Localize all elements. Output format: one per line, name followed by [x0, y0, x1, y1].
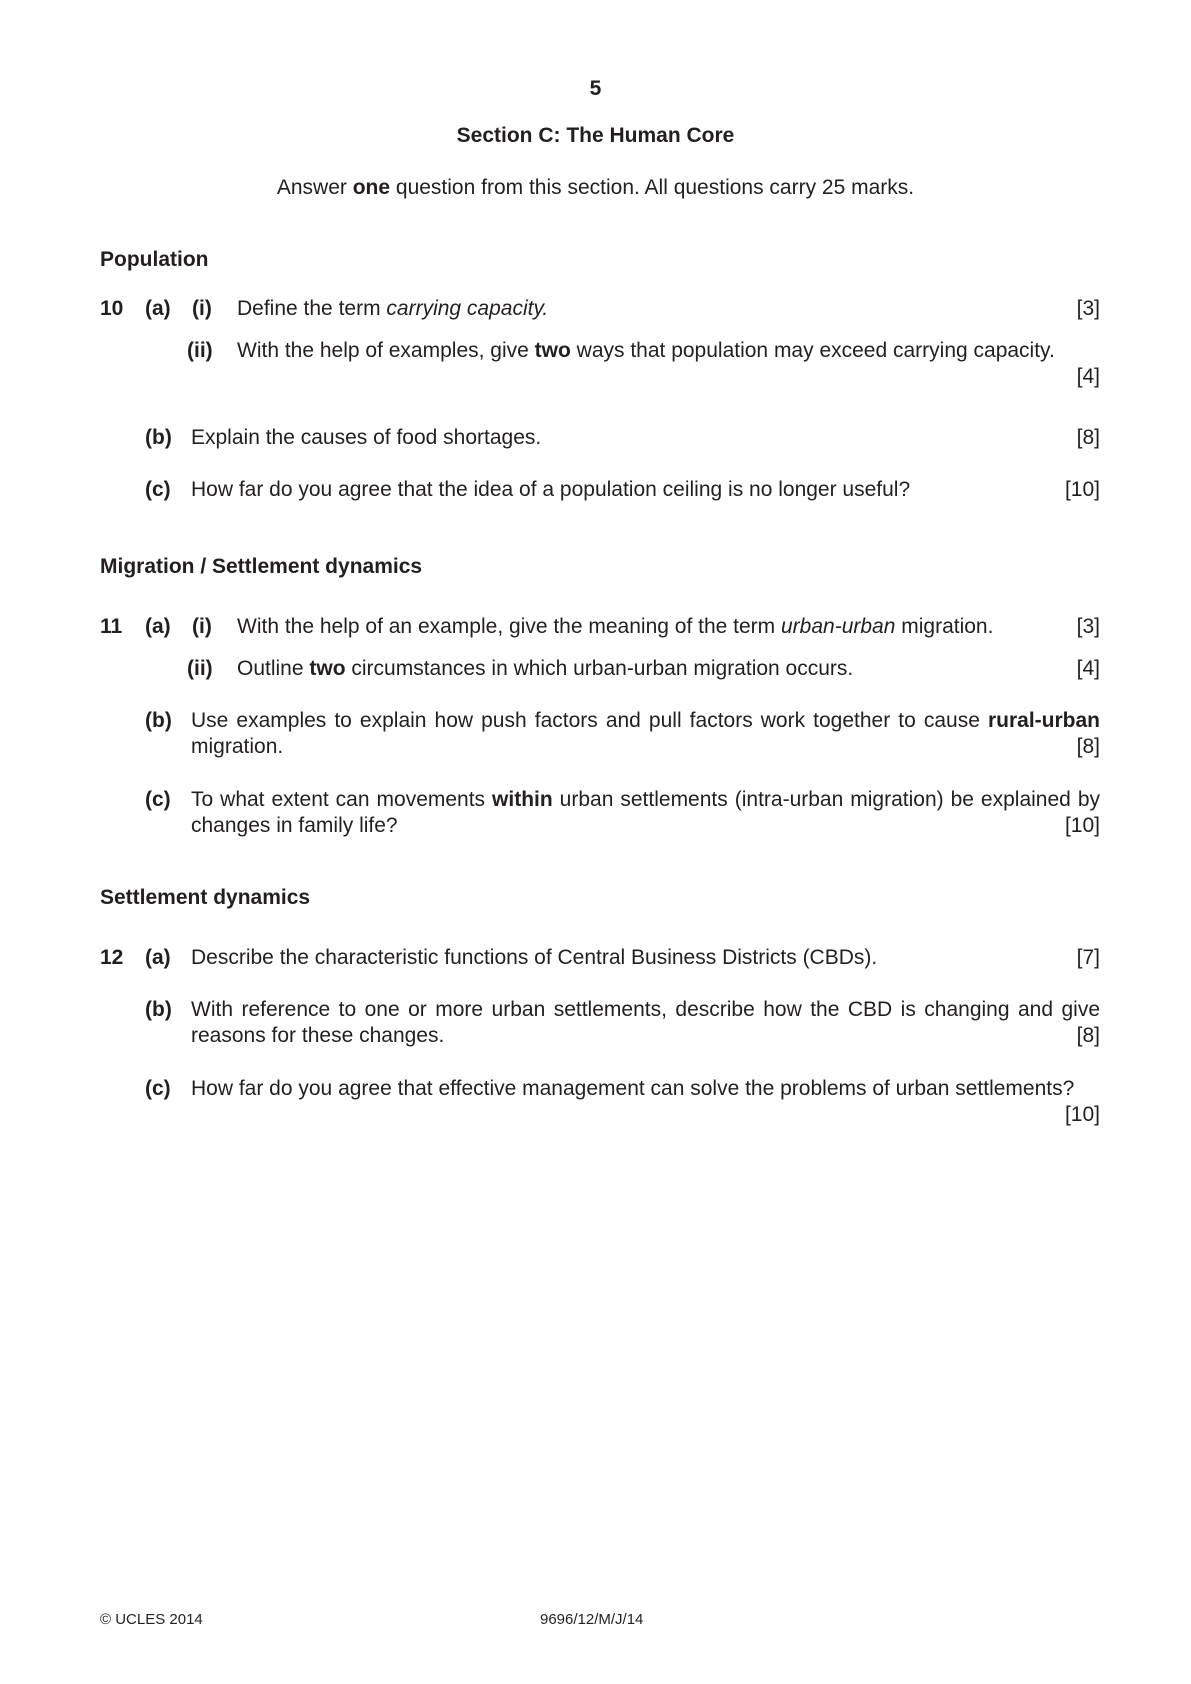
- q10-a-ii-label: (ii): [187, 339, 213, 362]
- page-number: 5: [589, 77, 602, 100]
- footer-paper-code: 9696/12/M/J/14: [540, 1611, 644, 1628]
- footer-copyright: © UCLES 2014: [100, 1611, 203, 1628]
- q11-a-i-label: (i): [192, 615, 212, 638]
- heading-settlement-dynamics: Settlement dynamics: [100, 886, 311, 909]
- q12-a-text: Describe the characteristic functions of Central Business Districts (CBDs).: [191, 946, 878, 969]
- q10-part-b-label: (b): [145, 426, 172, 449]
- q10-a-i-label: (i): [192, 297, 212, 320]
- q10-b-text: Explain the causes of food shortages.: [191, 426, 542, 449]
- q10-c-text: How far do you agree that the idea of a population ceiling is no longer useful?: [191, 478, 911, 501]
- q11-a-ii-label: (ii): [187, 657, 213, 680]
- q12-c-mark: [10]: [1064, 1103, 1100, 1126]
- q12-c-text: How far do you agree that effective management can solve the problems of urban settlements?: [191, 1077, 1075, 1100]
- q10-a-ii-mark: [4]: [1076, 365, 1100, 388]
- q11-a-ii-text: Outline two circumstances in which urban-urban migration occurs.: [237, 657, 854, 680]
- q11-b-mark: [8]: [1076, 735, 1100, 758]
- q12-part-a-label: (a): [145, 946, 171, 969]
- q12-a-mark: [7]: [1076, 946, 1100, 969]
- question-number-11: 11: [100, 615, 123, 638]
- question-number-12: 12: [100, 946, 124, 969]
- q10-a-ii-text: With the help of examples, give two ways that population may exceed carrying capacity.: [237, 339, 1055, 362]
- q11-a-i-mark: [3]: [1076, 615, 1100, 638]
- heading-migration-settlement: Migration / Settlement dynamics: [100, 555, 423, 578]
- section-title: Section C: The Human Core: [456, 124, 735, 147]
- q10-a-i-text: Define the term carrying capacity.: [237, 297, 549, 320]
- q10-c-mark: [10]: [1064, 478, 1100, 501]
- q12-part-c-label: (c): [145, 1077, 171, 1100]
- q11-part-c-label: (c): [145, 788, 171, 811]
- q11-a-ii-mark: [4]: [1076, 657, 1100, 680]
- heading-population: Population: [100, 248, 209, 271]
- q11-c-text: To what extent can movements within urban settlements (intra-urban migration) be explained by changes in family life?: [191, 788, 1100, 837]
- q11-part-b-label: (b): [145, 709, 172, 732]
- q12-b-text: With reference to one or more urban settlements, describe how the CBD is changing and give reasons for these changes.: [191, 998, 1100, 1047]
- q12-part-b-label: (b): [145, 998, 172, 1021]
- q11-part-a-label: (a): [145, 615, 171, 638]
- q12-b-mark: [8]: [1076, 1024, 1100, 1047]
- q11-c-mark: [10]: [1064, 814, 1100, 837]
- q11-b-text: Use examples to explain how push factors and pull factors work together to cause rural-urban migration.: [191, 709, 1100, 758]
- q10-a-i-mark: [3]: [1076, 297, 1100, 320]
- q10-part-a-label: (a): [145, 297, 171, 320]
- instructions: Answer one question from this section. All questions carry 25 marks.: [276, 176, 915, 199]
- question-number-10: 10: [100, 297, 124, 320]
- q11-a-i-text: With the help of an example, give the meaning of the term urban-urban migration.: [237, 615, 994, 638]
- q10-b-mark: [8]: [1076, 426, 1100, 449]
- q10-part-c-label: (c): [145, 478, 171, 501]
